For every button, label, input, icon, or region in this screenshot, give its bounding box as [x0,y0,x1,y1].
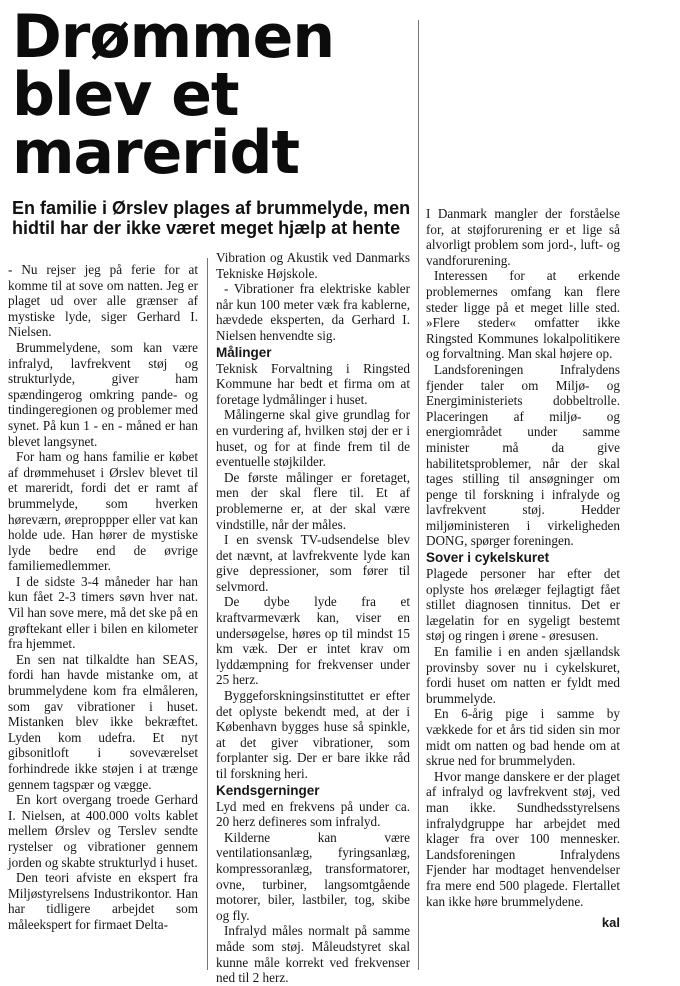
paragraph: Lyd med en frekvens på under ca. 20 herz defineres som infralyd. [216,798,410,830]
paragraph: Målingerne skal give grundlag for en vurdering af, hvilken støj der er i huset, og for at finde frem til de eventuelle støjkilder. [216,407,410,470]
paragraph: For ham og hans familie er købet af drømmehuset i Ørslev blevet til et mareridt, fordi det er ramt af brummelyde, som hverken høreværn, øreproppper eller vat kan holde ude. Han hører de mystiske lyde bedre end de øvrige familiemedlemmer. [8,449,198,574]
paragraph: Landsforeningen Infralydens fjender taler om Miljø- og Energiministeriets dobbeltrolle. Placeringen af miljø- og energiområdet under samme minister må da give habilitetsproblemer, når der skal tages stilling til ansøgninger om penge til forskning i infralyde og lavfrekvent støj. Hedder miljøministeren i virkeligheden DONG, spørger foreningen. [426,361,620,549]
author-signature: kal [601,915,620,931]
paragraph: I Danmark mangler der forståelse for, at støjforurening er et lige så alvorligt problem som jord-, luft- og vandforurening. [426,206,620,268]
paragraph: Infralyd måles normalt på samme måde som støj. Måleudstyret skal kunne måle korrekt ved frekvenser ned til 2 herz. [216,923,410,986]
paragraph: I de sidste 3-4 måneder har han kun fået 2-3 timers søvn hver nat. Vil han sove mere, må det ske på en grøftekant eller i bilen en kilometer fra hjemmet. [8,573,198,652]
section-heading: Kendsgerninger [216,782,320,798]
paragraph: Plagede personer har efter det oplyste hos ørelæger fejlagtigt fået stillet diagnosen tinnitus. Det er lægelatin for en sygeligt bestemt støj og ringen i ørene - øresusen. [426,566,620,644]
paragraph: Interessen for at erkende problemernes omfang kan flere steder ligge på et meget lille sted. »Flere steder« omfatter ikke Ringsted Kommunes lokalpolitikere og forvaltning. Man skal højere op. [426,268,620,362]
article-column-2 [216,250,410,986]
paragraph: En 6-årig pige i samme by vækkede for et års tid siden sin mor midt om natten og bad hende om at skrue ned for brummelyden. [426,706,620,769]
section-heading: Sover i cykelskuret [426,550,550,566]
headline-line: mareridt [12,118,300,188]
paragraph: En kort overgang troede Gerhard I. Nielsen, at 400.000 volts kablet mellem Ørslev og Terslev sendte rystelser og vibrationer gennem jorden og skabte strukturlyd i huset. [8,792,198,870]
paragraph: En familie i en anden sjællandsk provinsby sover nu i cykelskuret, fordi huset om natten er fyldt med brummelyde. [426,644,620,706]
headline-line: Drømmen [12,2,335,72]
paragraph: Brummelydene, som kan være infralyd, lavfrekvent støj og strukturlyde, giver ham spændingerog omkring pande- og tindingeregionen og problemer med synet. På kun 1 - en - måned er han blevet langsynet. [8,339,198,449]
paragraph: Vibration og Akustik ved Danmarks Tekniske Højskole. [216,250,410,281]
paragraph: - Nu rejser jeg på ferie for at komme til at sove om natten. Jeg er plaget ud over alle grænser af mystiske lyde, siger Gerhard I. Nielsen. [8,262,198,340]
article-column-3 [426,206,620,931]
paragraph: De dybe lyde fra et kraftvarmeværk kan, viser en undersøgelse, høres op til mindst 15 km væk. Der er intet krav om lyddæmpning for frekvenser under 25 herz. [216,594,410,688]
column-divider [207,258,208,970]
paragraph: En sen nat tilkaldte han SEAS, fordi han havde mistanke om, at brummelydene kom fra elmåleren, som gav vibrationer i huset. Mistanken blev ikke bekræftet. Lyden kom udefra. Et nyt gibsonitloft i soveværelset forhindrede ikke støjen i at trænge gennem tagspær og vægge. [8,651,198,792]
paragraph: Den teori afviste en ekspert fra Miljøstyrelsens Industrikontor. Han har tidligere arbejdet som måleekspert for firmaet Delta- [8,870,198,932]
paragraph: Kilderne kan være ventilationsanlæg, fyringsanlæg, kompressoranlæg, transformatorer, ovne, turbiner, langsomtgående motorer, biler, lastbiler, tog, skibe og fly. [216,829,410,923]
subheadline: En familie i Ørslev plages af brummelyde, men hidtil har der ikke været meget hjælp at hente [12,198,411,238]
headline-line: blev et [12,60,239,130]
paragraph: Teknisk Forvaltning i Ringsted Kommune har bedt et firma om at foretage lydmålinger i huset. [216,360,410,407]
paragraph: - Vibrationer fra elektriske kabler når kun 100 meter væk fra kablerne, hævdede eksperten, da Gerhard I. Nielsen henvendte sig. [216,281,410,343]
paragraph: De første målinger er foretaget, men der skal flere til. Et af problemerne er, at der skal være vindstille, når der måles. [216,469,410,532]
column-divider [418,20,419,970]
article-column-1 [8,262,198,933]
paragraph: Hvor mange danskere er der plaget af infralyd og lavfrekvent støj, ved man ikke. Sundhedsstyrelsens infralydgruppe har arbejdet med klager fra over 100 mennesker. Landsforeningen Infralydens Fjender har modtaget henvendelser fra mere end 500 plagede. Flertallet kan ikke høre brummelydene. [426,768,620,909]
paragraph: I en svensk TV-udsendelse blev det nævnt, at lavfrekvente lyde kan give depressioner, som fører til selvmord. [216,532,410,594]
section-heading: Målinger [216,344,272,360]
headline [12,2,412,188]
paragraph: Byggeforskningsinstituttet er efter det oplyste bekendt med, at der i København bygges huse så spinkle, at det giver vibrationer, som forplanter sig. Der er bare ikke råd til forskning heri. [216,688,410,781]
